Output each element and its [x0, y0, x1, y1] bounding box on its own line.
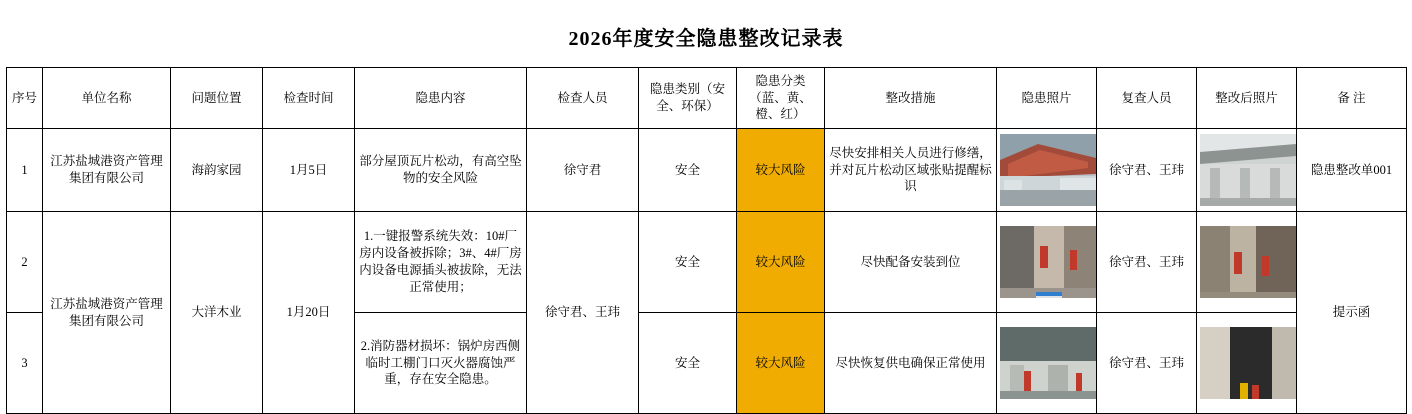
table-row — [7, 212, 1407, 313]
cell-seq: 3 — [7, 313, 43, 414]
cell-inspector: 徐守君 — [527, 129, 639, 212]
hazard-photo-image — [1000, 327, 1096, 399]
cell-risk-class: 较大风险 — [737, 212, 825, 313]
cell-unit: 江苏盐城港资产管理集团有限公司 — [43, 212, 171, 414]
header-measure: 整改措施 — [825, 68, 997, 129]
table-header-row — [7, 68, 1407, 129]
cell-hazard-photo — [997, 313, 1097, 414]
after-photo-image — [1200, 134, 1296, 206]
cell-time: 1月5日 — [263, 129, 355, 212]
header-time: 检查时间 — [263, 68, 355, 129]
cell-seq: 2 — [7, 212, 43, 313]
cell-category: 安全 — [639, 313, 737, 414]
after-photo-image — [1200, 327, 1296, 399]
cell-content: 部分屋顶瓦片松动，有高空坠物的安全风险 — [355, 129, 527, 212]
cell-unit: 江苏盐城港资产管理集团有限公司 — [43, 129, 171, 212]
cell-rechecker: 徐守君、王玮 — [1097, 313, 1197, 414]
header-content: 隐患内容 — [355, 68, 527, 129]
header-inspector: 检查人员 — [527, 68, 639, 129]
cell-hazard-photo — [997, 129, 1097, 212]
cell-content: 2.消防器材损坏：锅炉房西侧临时工棚门口灭火器腐蚀严重，存在安全隐患。 — [355, 313, 527, 414]
cell-seq: 1 — [7, 129, 43, 212]
header-photo: 隐患照片 — [997, 68, 1097, 129]
cell-risk-class: 较大风险 — [737, 313, 825, 414]
cell-rechecker: 徐守君、王玮 — [1097, 129, 1197, 212]
after-photo-image — [1200, 226, 1296, 298]
cell-category: 安全 — [639, 129, 737, 212]
cell-inspector: 徐守君、王玮 — [527, 212, 639, 414]
page-title: 2026年度安全隐患整改记录表 — [568, 28, 844, 50]
cell-category: 安全 — [639, 212, 737, 313]
cell-after-photo — [1197, 212, 1297, 313]
cell-measure: 尽快安排相关人员进行修缮，并对瓦片松动区域张贴提醒标识 — [825, 129, 997, 212]
cell-time: 1月20日 — [263, 212, 355, 414]
cell-position: 海韵家园 — [171, 129, 263, 212]
hazard-photo-image — [1000, 226, 1096, 298]
table-row — [7, 129, 1407, 212]
cell-measure: 尽快配备安装到位 — [825, 212, 997, 313]
cell-after-photo — [1197, 313, 1297, 414]
header-position: 问题位置 — [171, 68, 263, 129]
header-rechecker: 复查人员 — [1097, 68, 1197, 129]
header-category: 隐患类别（安全、环保） — [639, 68, 737, 129]
cell-position: 大洋木业 — [171, 212, 263, 414]
cell-remark: 提示函 — [1297, 212, 1407, 414]
header-risk-class: 隐患分类（蓝、黄、橙、红） — [737, 68, 825, 129]
hazard-record-table — [6, 67, 1407, 414]
header-after-photo: 整改后照片 — [1197, 68, 1297, 129]
header-seq: 序号 — [7, 68, 43, 129]
cell-content: 1.一键报警系统失效：10#厂房内设备被拆除；3#、4#厂房内设备电源插头被拔除，无法正常使用； — [355, 212, 527, 313]
cell-measure: 尽快恢复供电确保正常使用 — [825, 313, 997, 414]
header-remark: 备 注 — [1297, 68, 1407, 129]
hazard-photo-image — [1000, 134, 1096, 206]
cell-rechecker: 徐守君、王玮 — [1097, 212, 1197, 313]
header-unit: 单位名称 — [43, 68, 171, 129]
cell-hazard-photo — [997, 212, 1097, 313]
cell-remark: 隐患整改单001 — [1297, 129, 1407, 212]
cell-risk-class: 较大风险 — [737, 129, 825, 212]
cell-after-photo — [1197, 129, 1297, 212]
